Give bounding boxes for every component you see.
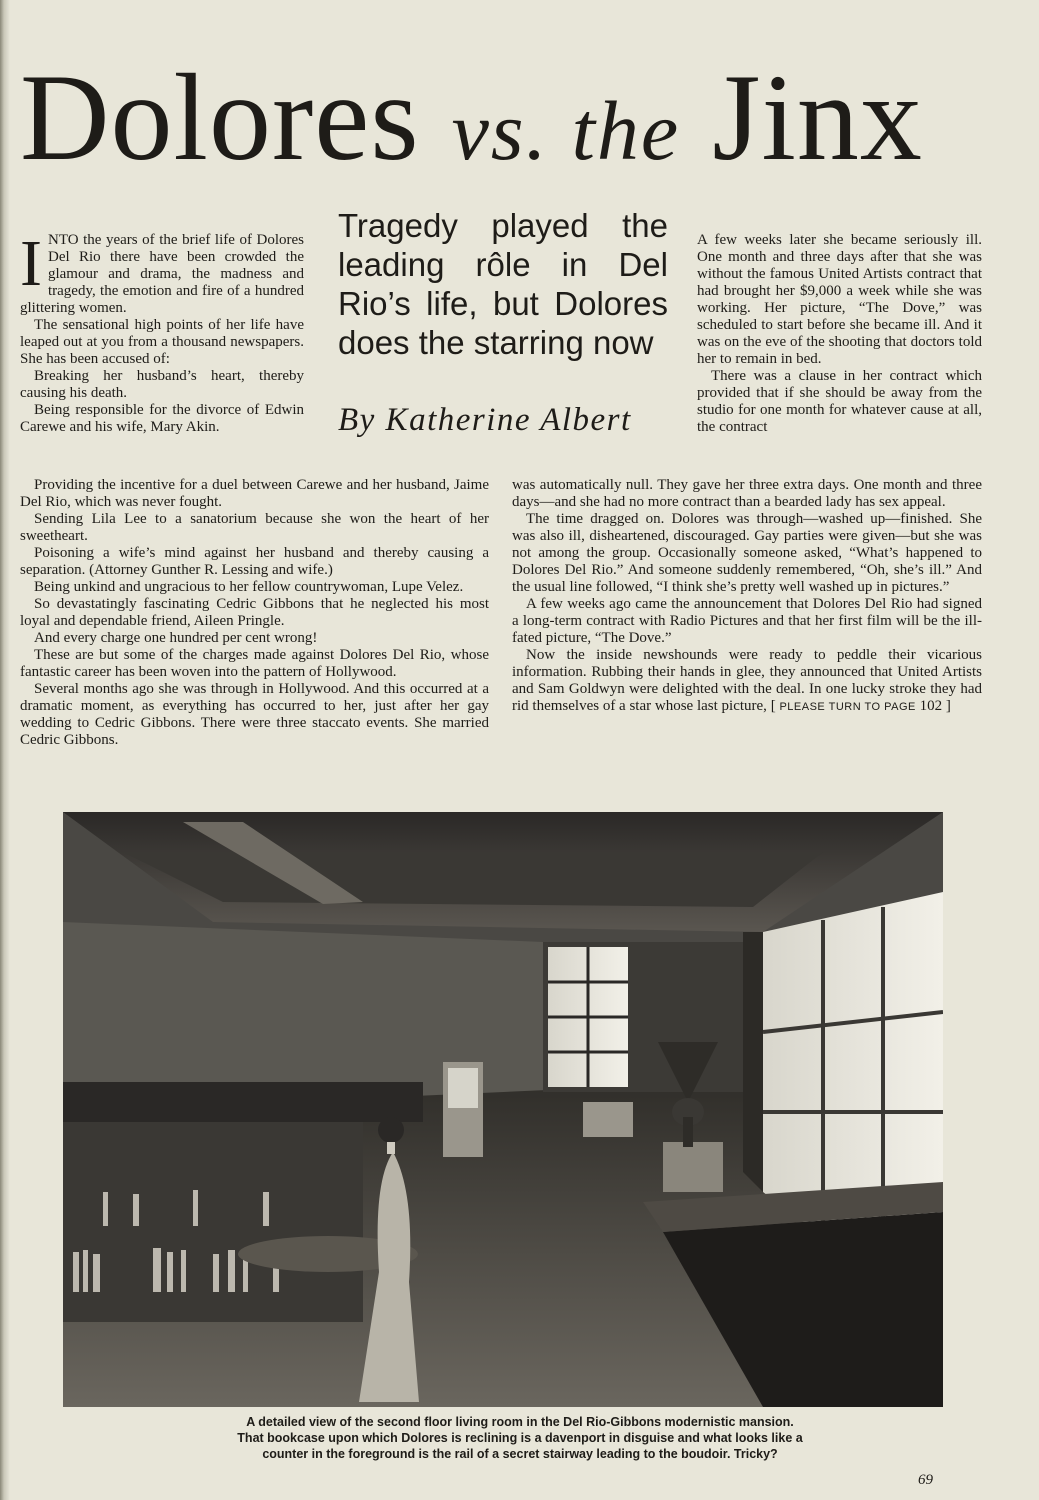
caption-line: counter in the foreground is the rail of a secret stairway leading to the boudoir. Tricky? <box>262 1447 778 1461</box>
paragraph: So devastatingly fascinating Cedric Gibbons that he neglected his most loyal and dependable friend, Aileen Pringle. <box>20 596 489 629</box>
paragraph <box>20 227 304 317</box>
paragraph: Being unkind and ungracious to her fellow countrywoman, Lupe Velez. <box>34 579 464 595</box>
paragraph: The sensational high points of her life have leaped out at you from a thousand newspapers. She has been accused of: <box>20 317 304 367</box>
page-edge <box>0 0 10 1500</box>
paragraph: A few weeks later she became seriously ill. One month and three days after that she was without the famous United Artists contract that had brought her $9,000 a week while she was working. Her picture, “The Dove,” was scheduled to start before she became ill. And it was on the eve of the shooting that doctors told her to remain in bed. <box>697 232 982 367</box>
paragraph: There was a clause in her contract which provided that if she should be away from the studio for one month for whatever cause at all, the contract <box>697 368 982 435</box>
drop-cap: I <box>20 227 42 300</box>
headline-part-2: vs. the <box>451 85 681 178</box>
page-number: 69 <box>918 1472 933 1488</box>
paragraph: Being responsible for the divorce of Edwin Carewe and his wife, Mary Akin. <box>20 402 304 435</box>
deck-subtitle: Tragedy played the leading rôle in Del Rio’s life, but Dolores does the starring now <box>338 207 668 361</box>
turn-bracket-open: [ <box>770 698 776 714</box>
paragraph: was automatically null. They gave her three extra days. One month and three days—and she had no more contract than a bearded lady has sex appeal. <box>512 477 982 510</box>
paragraph: Sending Lila Lee to a sanatorium because she won the heart of her sweetheart. <box>20 511 489 544</box>
caption-line: A detailed view of the second floor living room in the Del Rio-Gibbons modernistic mansion. <box>246 1415 794 1429</box>
living-room-photo <box>63 812 943 1407</box>
paragraph: These are but some of the charges made against Dolores Del Rio, whose fantastic career has been woven into the pattern of Hollywood. <box>20 647 489 680</box>
turn-bracket-close: ] <box>945 698 951 714</box>
byline: By Katherine Albert <box>338 402 632 438</box>
headline-part-1: Dolores <box>20 49 420 186</box>
paragraph: Poisoning a wife’s mind against her husband and thereby causing a separation. (Attorney Gunther R. Lessing and wife.) <box>20 545 489 578</box>
headline <box>20 48 1020 188</box>
article-column-bottom-right <box>512 477 982 716</box>
paragraph: Breaking her husband’s heart, thereby causing his death. <box>20 368 304 401</box>
article-column-left-top <box>20 227 304 436</box>
paragraph: Providing the incentive for a duel between Carewe and her husband, Jaime Del Rio, which was never fought. <box>20 477 489 510</box>
article-column-bottom-left <box>20 477 489 749</box>
living-room-illustration <box>63 812 943 1407</box>
headline-part-3: Jinx <box>712 49 923 186</box>
article-column-right-top <box>697 232 982 436</box>
paragraph: The time dragged on. Dolores was through—washed up—finished. She was also ill, disheartened, discouraged. Gay parties were given—but she was not among the group. Occasionally someone asked, “What’s happened to Dolores Del Rio.” And someone suddenly remembered, “Oh, she’s ill.” And the usual line followed, “I think she’s pretty well washed up in pictures.” <box>512 511 982 595</box>
continued-page-number: 102 <box>919 698 943 714</box>
paragraph-text: NTO the years of the brief life of Dolores Del Rio there have been crowded the glamour and drama, the madness and tragedy, the emotion and fire of a hundred glittering women. <box>20 232 304 316</box>
caption-line: That bookcase upon which Dolores is reclining is a davenport in disguise and what looks like a <box>237 1431 803 1445</box>
paragraph <box>512 647 982 716</box>
continued-notice: PLEASE TURN TO PAGE <box>779 701 916 713</box>
paragraph-text: Now the inside newshounds were ready to peddle their vicarious information. Rubbing their hands in glee, they announced that United Artists and Sam Goldwyn were delighted with the deal. In one lucky stroke they had rid themselves of a star whose last picture, <box>512 647 982 714</box>
paragraph: Several months ago she was through in Hollywood. And this occurred at a dramatic moment, as everything has occurred to her, just after her gay wedding to Cedric Gibbons. There were three staccato events. She married Cedric Gibbons. <box>20 681 489 748</box>
photo-caption <box>60 1414 980 1462</box>
paragraph: A few weeks ago came the announcement that Dolores Del Rio had signed a long-term contract with Radio Pictures and that her first film will be the ill-fated picture, “The Dove.” <box>512 596 982 646</box>
paragraph: And every charge one hundred per cent wrong! <box>34 630 318 646</box>
